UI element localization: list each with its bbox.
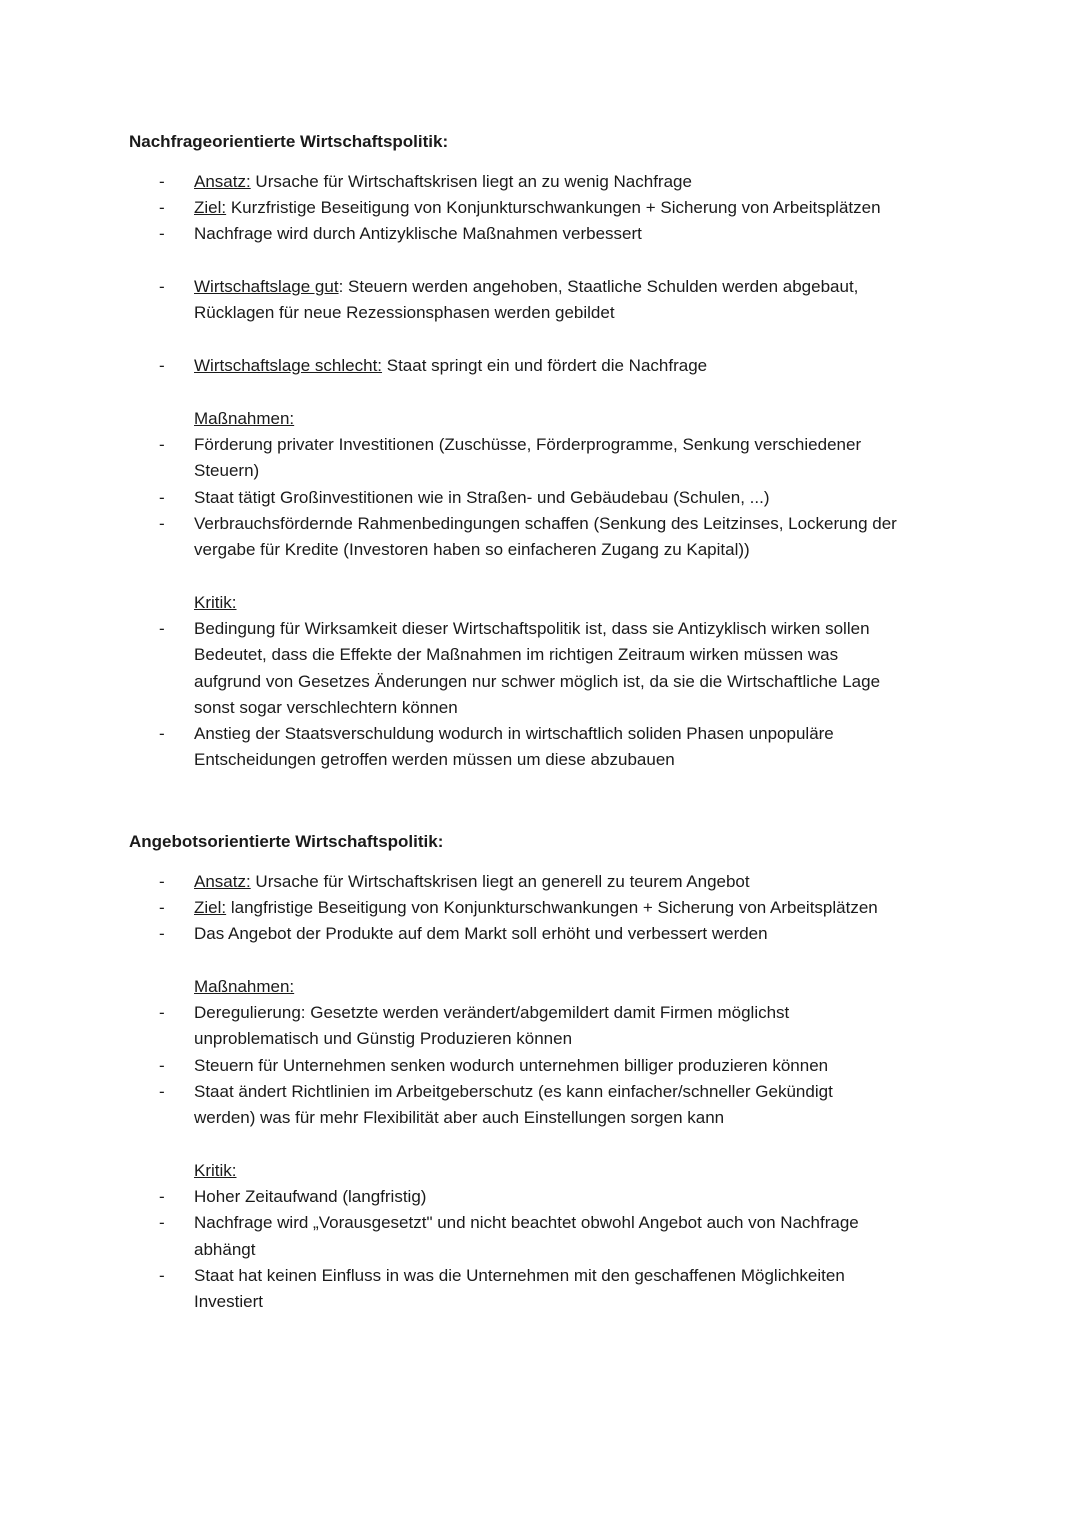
list-item-gut-cont (0, 300, 1080, 326)
list-item-schlecht (0, 353, 1080, 379)
bullet-dash: - (159, 1003, 165, 1023)
list-item-cont: vergabe für Kredite (Investoren haben so einfacheren Zugang zu Kapital)) (194, 539, 750, 559)
angebot-intro-list (0, 869, 1080, 948)
bullet-dash: - (159, 435, 165, 455)
bullet-dash: - (159, 619, 165, 639)
subheading-massnahmen: Maßnahmen: (194, 977, 295, 996)
list-item-cont: Entscheidungen getroffen werden müssen um diese abzubauen (194, 750, 675, 770)
list-item: - Staat ändert Richtlinien im Arbeitgeberschutz (es kann einfacher/schneller Gekündigt (0, 1079, 1080, 1105)
bullet-dash: - (159, 172, 165, 191)
list-item: - Förderung privater Investitionen (Zuschüsse, Förderprogramme, Senkung verschiedener (0, 432, 1080, 458)
list-item: - Nachfrage wird „Vorausgesetzt" und nicht beachtet obwohl Angebot auch von Nachfrage (0, 1210, 1080, 1236)
list-item-nachfrage (0, 221, 1080, 247)
section-heading-angebot: Angebotsorientierte Wirtschaftspolitik: (129, 832, 444, 851)
list-item: - Staat tätigt Großinvestitionen wie in Straßen- und Gebäudebau (Schulen, ...) (0, 485, 1080, 511)
angebot-kritik (0, 1158, 1080, 1315)
bullet-dash: - (159, 198, 165, 218)
subheading-massnahmen: Maßnahmen: (194, 409, 295, 428)
list-item: - Staat hat keinen Einfluss in was die Unternehmen mit den geschaffenen Möglichkeiten (0, 1263, 1080, 1289)
list-item-cont: Investiert (194, 1291, 263, 1311)
list-item: - Hoher Zeitaufwand (langfristig) (0, 1184, 1080, 1210)
list-item-gut (0, 274, 1080, 300)
bullet-dash: - (159, 487, 165, 507)
label-ziel: Ziel: (194, 198, 227, 218)
bullet-dash: - (159, 1055, 165, 1075)
bullet-dash: - (159, 356, 165, 375)
bullet-dash: - (159, 723, 165, 743)
bullet-dash: - (159, 224, 165, 244)
bullet-dash: - (159, 924, 165, 944)
label-ansatz: Ansatz: (194, 872, 251, 891)
text-gut: : Steuern werden angehoben, Staatliche Schulden werden abgebaut, (338, 277, 859, 296)
list-item-angebot (0, 921, 1080, 947)
text-schlecht: Staat springt ein und fördert die Nachfrage (382, 356, 708, 375)
list-item-cont: aufgrund von Gesetzes Änderungen nur schwer möglich ist, da sie die Wirtschaftliche Lage (194, 671, 881, 691)
list-item-ziel (0, 195, 1080, 221)
text-gut-cont: Rücklagen für neue Rezessionsphasen werden gebildet (194, 303, 615, 323)
label-gut: Wirtschaftslage gut (194, 277, 339, 296)
list-item-cont: Steuern) (194, 461, 260, 481)
list-item: - Verbrauchsfördernde Rahmenbedingungen schaffen (Senkung des Leitzinses, Lockerung der (0, 511, 1080, 537)
list-item-ansatz (0, 169, 1080, 195)
bullet-dash: - (159, 513, 165, 533)
text-nachfrage: Nachfrage wird durch Antizyklische Maßnahmen verbessert (194, 224, 642, 244)
subheading-kritik: Kritik: (194, 593, 237, 612)
label-ansatz: Ansatz: (194, 172, 251, 191)
list-item: - Steuern für Unternehmen senken wodurch unternehmen billiger produzieren können (0, 1053, 1080, 1079)
list-item-cont: werden) was für mehr Flexibilität aber auch Einstellungen sorgen kann (194, 1107, 725, 1127)
text-ansatz: Ursache für Wirtschaftskrisen liegt an generell zu teurem Angebot (250, 872, 750, 891)
bullet-dash: - (159, 1187, 165, 1207)
label-ziel: Ziel: (194, 898, 227, 918)
text-ziel: langfristige Beseitigung von Konjunkturschwankungen + Sicherung von Arbeitsplätzen (226, 898, 878, 918)
text-ansatz: Ursache für Wirtschaftskrisen liegt an zu wenig Nachfrage (250, 172, 692, 191)
bullet-dash: - (159, 1265, 165, 1285)
bullet-dash: - (159, 898, 165, 918)
list-item: - Deregulierung: Gesetzte werden verändert/abgemildert damit Firmen möglichst (0, 1000, 1080, 1026)
angebot-massnahmen (0, 974, 1080, 1131)
list-item: - Bedingung für Wirksamkeit dieser Wirtschaftspolitik ist, dass sie Antizyklisch wirken sollen (0, 616, 1080, 642)
subheading-kritik: Kritik: (194, 1161, 237, 1180)
nachfrage-intro-list (0, 169, 1080, 248)
bullet-dash: - (159, 1081, 165, 1101)
list-item-cont: sonst sogar verschlechtern können (194, 697, 458, 717)
text-ziel: Kurzfristige Beseitigung von Konjunkturschwankungen + Sicherung von Arbeitsplätzen (226, 198, 881, 218)
nachfrage-massnahmen (0, 406, 1080, 563)
nachfrage-kritik (0, 590, 1080, 773)
list-item: - Anstieg der Staatsverschuldung wodurch in wirtschaftlich soliden Phasen unpopuläre (0, 721, 1080, 747)
list-item-ziel (0, 895, 1080, 921)
wirtschaftslage-schlecht (0, 353, 1080, 379)
list-item-ansatz (0, 869, 1080, 895)
list-item-cont: abhängt (194, 1239, 256, 1259)
section-heading-nachfrage: Nachfrageorientierte Wirtschaftspolitik: (129, 132, 449, 151)
bullet-dash: - (159, 277, 165, 296)
list-item-cont: Bedeutet, dass die Effekte der Maßnahmen im richtigen Zeitraum wirken müssen was (194, 645, 839, 665)
bullet-dash: - (159, 1213, 165, 1233)
wirtschaftslage-gut (0, 274, 1080, 326)
list-item-cont: unproblematisch und Günstig Produzieren können (194, 1029, 573, 1049)
bullet-dash: - (159, 872, 165, 891)
text-angebot: Das Angebot der Produkte auf dem Markt soll erhöht und verbessert werden (194, 924, 768, 944)
label-schlecht: Wirtschaftslage schlecht: (194, 356, 383, 375)
